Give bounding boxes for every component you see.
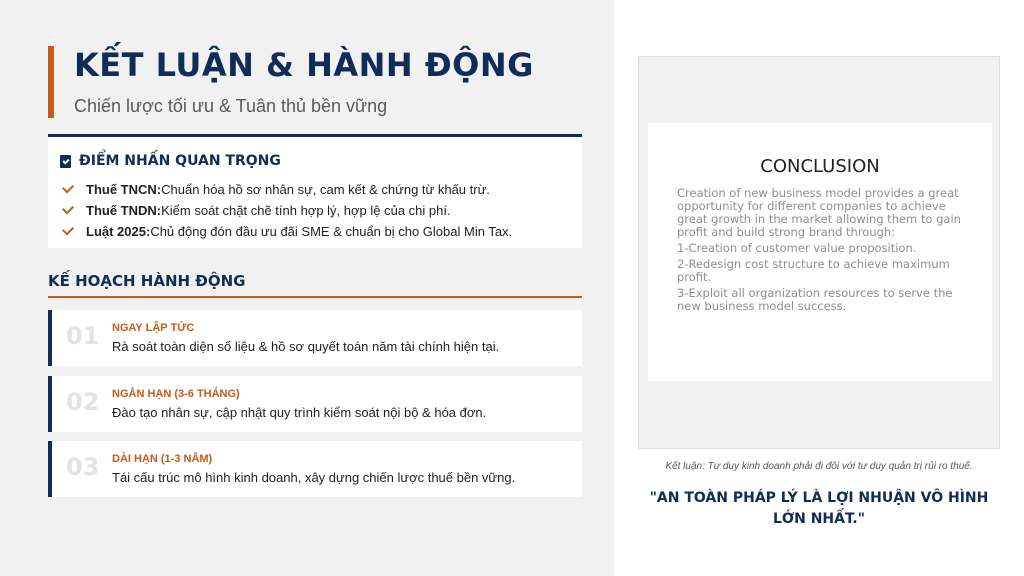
- conclusion-paragraph: 1-Creation of customer value proposition.: [677, 241, 917, 255]
- step-number: 02: [66, 388, 100, 416]
- list-item: [60, 179, 512, 200]
- page-title: KẾT LUẬN & HÀNH ĐỘNG: [74, 46, 534, 84]
- highlights-heading: [60, 153, 281, 169]
- step-label: NGẮN HẠN (3-6 THÁNG): [112, 388, 240, 400]
- highlights-heading-text: ĐIỂM NHẤN QUAN TRỌNG: [79, 153, 281, 169]
- plan-step-3: [48, 441, 582, 497]
- conclusion-title: CONCLUSION: [760, 156, 880, 177]
- closing-quote: "AN TOÀN PHÁP LÝ LÀ LỢI NHUẬN VÔ HÌNH LỚN NHẤT.": [649, 490, 989, 527]
- conclusion-paragraph: Creation of new business model provides a great opportunity for different companies to achieve great growth in the market allowing them to gain profit and build strong brand through:: [677, 186, 961, 239]
- step-label: DÀI HẠN (1-3 NĂM): [112, 453, 213, 465]
- conclusion-slide: [648, 123, 992, 381]
- highlights-box: [48, 134, 582, 248]
- plan-step-2: [48, 376, 582, 432]
- step-number: 03: [66, 453, 100, 481]
- plan-divider: [48, 296, 582, 298]
- highlight-label: Thuế TNCN:: [86, 182, 162, 197]
- conclusion-body: [677, 187, 977, 316]
- plan-heading: KẾ HOẠCH HÀNH ĐỘNG: [48, 272, 246, 290]
- page-subtitle: Chiến lược tối ưu & Tuân thủ bền vững: [74, 96, 388, 116]
- list-item: [60, 221, 512, 242]
- highlights-list: [60, 179, 512, 242]
- clipboard-check-icon: [60, 155, 71, 168]
- conclusion-paragraph: 2-Redesign cost structure to achieve maximum profit.: [677, 257, 950, 284]
- step-description: Tái cấu trúc mô hình kinh doanh, xây dựng chiến lược thuế bền vững.: [112, 470, 516, 485]
- highlight-text: Chuẩn hóa hồ sơ nhân sự, cam kết & chứng từ khấu trừ.: [161, 182, 490, 197]
- step-description: Đào tạo nhân sự, cập nhật quy trình kiểm soát nội bộ & hóa đơn.: [112, 405, 487, 420]
- title-accent-bar: [48, 46, 54, 118]
- plan-step-1: [48, 310, 582, 366]
- conclusion-image-card: [638, 56, 1000, 449]
- step-description: Rà soát toàn diện số liệu & hồ sơ quyết toán năm tài chính hiện tại.: [112, 339, 500, 354]
- checkmark-icon: [60, 225, 74, 239]
- highlight-label: Thuế TNDN:: [86, 203, 162, 218]
- step-label: NGAY LẬP TỨC: [112, 322, 195, 334]
- list-item: [60, 200, 512, 221]
- checkmark-icon: [60, 204, 74, 218]
- highlight-text: Chủ động đón đầu ưu đãi SME & chuẩn bị cho Global Min Tax.: [150, 224, 513, 239]
- highlight-label: Luật 2025:: [86, 224, 151, 239]
- conclusion-note: Kết luận: Tư duy kinh doanh phải đi đôi với tư duy quản trị rủi ro thuế.: [665, 461, 973, 472]
- checkmark-icon: [60, 183, 74, 197]
- step-number: 01: [66, 322, 100, 350]
- conclusion-paragraph: 3-Exploit all organization resources to serve the new business model success.: [677, 286, 953, 313]
- highlight-text: Kiểm soát chặt chẽ tính hợp lý, hợp lệ của chi phí.: [161, 203, 451, 218]
